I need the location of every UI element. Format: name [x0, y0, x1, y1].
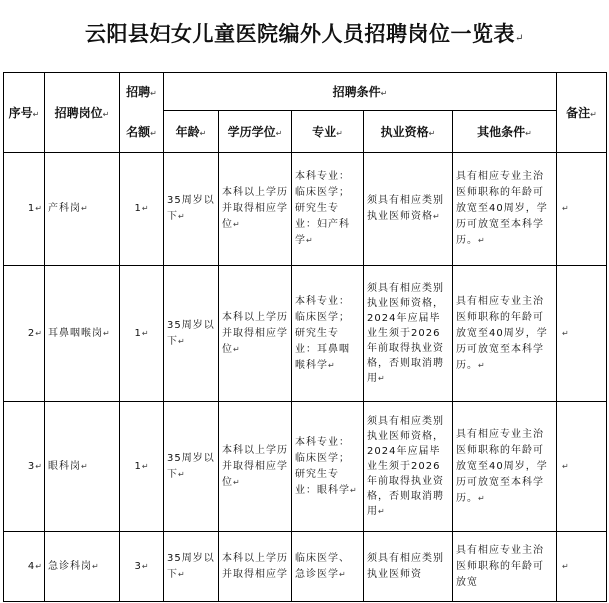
cell-remark: ↵: [557, 402, 607, 532]
header-quota-line2: 名额↵: [120, 111, 164, 153]
cell-education: 本科以上学历并取得相应学: [219, 532, 292, 602]
header-other: 其他条件↵: [453, 111, 557, 153]
cell-age: 35周岁以下↵: [164, 532, 219, 602]
cell-seq: 4↵: [4, 532, 45, 602]
cell-age: 35周岁以下↵: [164, 402, 219, 532]
cell-major: 本科专业：临床医学；研究生专业：耳鼻咽喉科学↵: [292, 266, 364, 402]
cell-age: 35周岁以下↵: [164, 266, 219, 402]
cell-education: 本科以上学历并取得相应学位↵: [219, 266, 292, 402]
cell-other: 具有相应专业主治医师职称的年龄可放宽至40周岁，学历可放宽至本科学历。↵: [453, 153, 557, 266]
cell-remark: ↵: [557, 532, 607, 602]
cell-post: 产科岗↵: [45, 153, 120, 266]
header-quota-line1: 招聘↵: [120, 73, 164, 111]
paragraph-mark-icon: ↵: [515, 33, 524, 44]
header-major: 专业↵: [292, 111, 364, 153]
cell-other: 具有相应专业主治医师职称的年龄可放宽至40周岁，学历可放宽至本科学历。↵: [453, 266, 557, 402]
cell-license: 须具有相应类别执业医师资格，2024年应届毕业生须于2026年前取得执业资格，否则取消聘用↵: [364, 266, 453, 402]
cell-quota: 3↵: [120, 532, 164, 602]
cell-other: 具有相应专业主治医师职称的年龄可放宽: [453, 532, 557, 602]
table-row: [4, 153, 607, 266]
cell-major: 本科专业：临床医学；研究生专业：妇产科学↵: [292, 153, 364, 266]
cell-seq: 1↵: [4, 153, 45, 266]
cell-quota: 1↵: [120, 266, 164, 402]
cell-other: 具有相应专业主治医师职称的年龄可放宽至40周岁，学历可放宽至本科学历。↵: [453, 402, 557, 532]
cell-education: 本科以上学历并取得相应学位↵: [219, 153, 292, 266]
header-post: 招聘岗位↵: [45, 73, 120, 153]
cell-age: 35周岁以下↵: [164, 153, 219, 266]
cell-major: 临床医学、急诊医学↵: [292, 532, 364, 602]
header-conditions: 招聘条件↵: [164, 73, 557, 111]
cell-major: 本科专业：临床医学；研究生专业：眼科学↵: [292, 402, 364, 532]
cell-license: 须具有相应类别执业医师资: [364, 532, 453, 602]
cell-post: 眼科岗↵: [45, 402, 120, 532]
header-row-top: [4, 73, 607, 111]
cell-seq: 3↵: [4, 402, 45, 532]
table-row: [4, 266, 607, 402]
recruitment-table: [3, 72, 607, 602]
header-remark: 备注↵: [557, 73, 607, 153]
cell-remark: ↵: [557, 266, 607, 402]
header-license: 执业资格↵: [364, 111, 453, 153]
cell-post: 急诊科岗↵: [45, 532, 120, 602]
cell-license: 须具有相应类别执业医师资格，2024年应届毕业生须于2026年前取得执业资格，否则取消聘用↵: [364, 402, 453, 532]
cell-seq: 2↵: [4, 266, 45, 402]
cell-license: 须具有相应类别执业医师资格↵: [364, 153, 453, 266]
header-education: 学历学位↵: [219, 111, 292, 153]
cell-quota: 1↵: [120, 402, 164, 532]
table-row: [4, 532, 607, 602]
cell-quota: 1↵: [120, 153, 164, 266]
cell-remark: ↵: [557, 153, 607, 266]
header-seq: 序号↵: [4, 73, 45, 153]
table-row: [4, 402, 607, 532]
header-age: 年龄↵: [164, 111, 219, 153]
title-text: 云阳县妇女儿童医院编外人员招聘岗位一览表: [85, 21, 516, 46]
cell-post: 耳鼻咽喉岗↵: [45, 266, 120, 402]
page-title: [0, 18, 609, 48]
cell-education: 本科以上学历并取得相应学位↵: [219, 402, 292, 532]
